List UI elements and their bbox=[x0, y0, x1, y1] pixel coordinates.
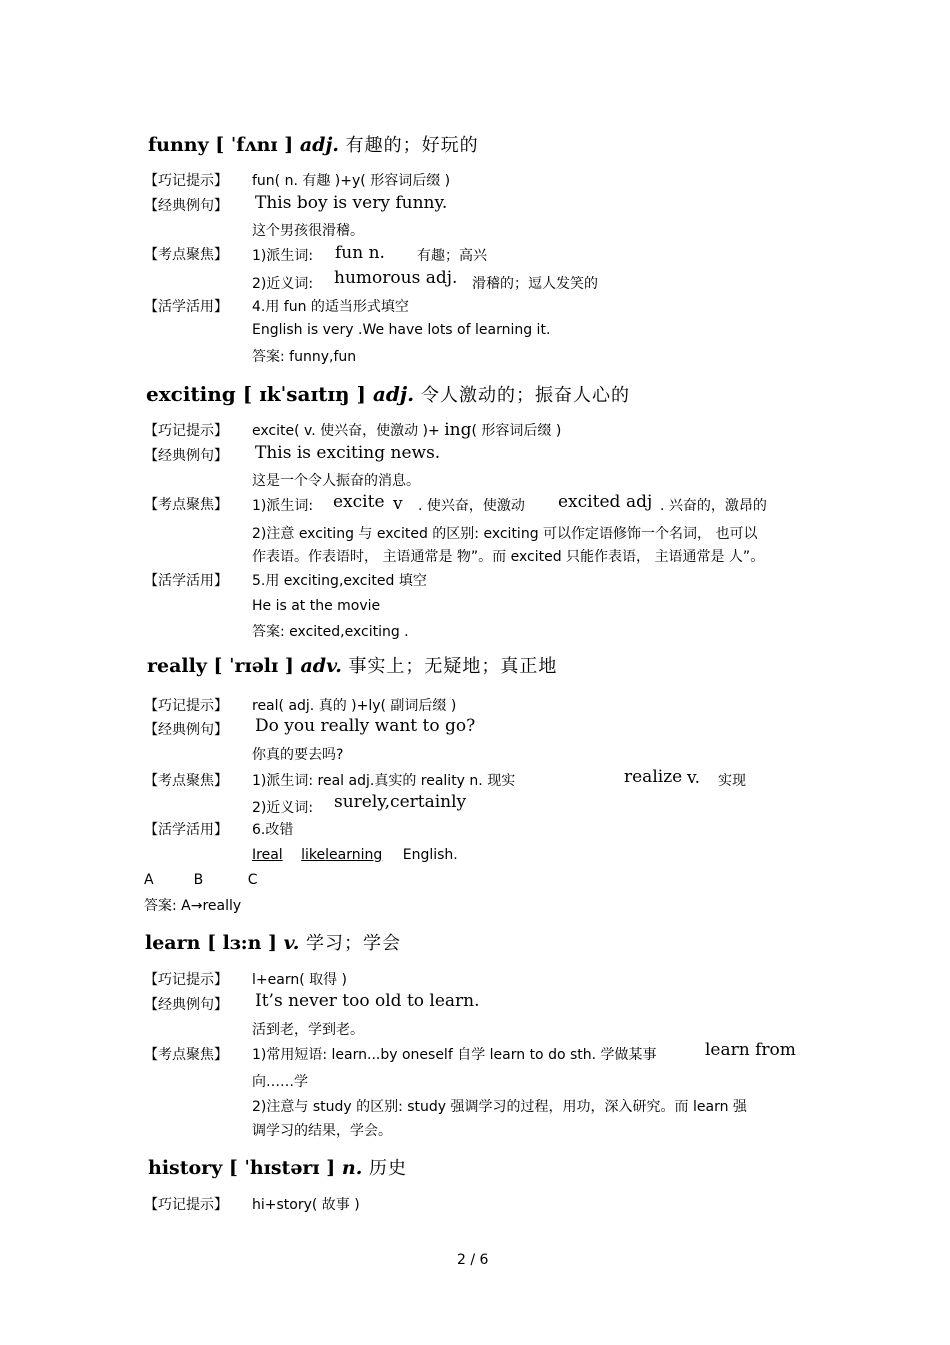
headword-funny bbox=[148, 131, 479, 157]
focus1-word: fun n. bbox=[335, 243, 385, 263]
label-example: 【经典例句】 bbox=[144, 448, 228, 464]
focus1-cont: 向……学 bbox=[252, 1074, 308, 1090]
answer: 答案: excited,exciting . bbox=[252, 624, 409, 640]
label-focus: 【考点聚焦】 bbox=[144, 773, 228, 789]
example-cn: 这是一个令人振奋的消息。 bbox=[252, 473, 420, 489]
meaning: 学习；学会 bbox=[306, 933, 402, 954]
focus2-word: humorous adj. bbox=[334, 268, 458, 288]
pronunciation: [ ˈhɪstərɪ ] bbox=[228, 1157, 336, 1179]
tip-part-a: excite( v. 使兴奋，使激动 )+ bbox=[252, 423, 440, 439]
label-practice: 【活学活用】 bbox=[144, 822, 228, 838]
label-example: 【经典例句】 bbox=[144, 997, 228, 1013]
example-cn: 你真的要去吗? bbox=[252, 747, 344, 763]
page-number: 2 / 6 bbox=[457, 1252, 489, 1268]
tip-text bbox=[252, 420, 561, 440]
headword-exciting bbox=[146, 381, 630, 407]
label-example: 【经典例句】 bbox=[144, 198, 228, 214]
example-en: Do you really want to go? bbox=[255, 716, 476, 736]
tip-text: l+earn( 取得 ) bbox=[252, 972, 348, 988]
focus1-word: learn from bbox=[705, 1040, 796, 1060]
tip-text: hi+story( 故事 ) bbox=[252, 1197, 360, 1213]
focus2-line2: 作表语。作表语时， 主语通常是 物”。而 excited 只能作表语， 主语通常是 人”。 bbox=[252, 549, 765, 565]
answer: 答案: funny,fun bbox=[252, 349, 357, 365]
focus1-meaning1: . 使兴奋，使激动 bbox=[418, 498, 525, 514]
focus1-word2: excited bbox=[558, 492, 621, 512]
tip-part-c: ( 形容词后缀 ) bbox=[471, 423, 562, 439]
focus1-pre: 1)派生词: bbox=[252, 248, 314, 264]
meaning: 有趣的；好玩的 bbox=[345, 135, 479, 156]
label-focus: 【考点聚焦】 bbox=[144, 1047, 228, 1063]
label-practice: 【活学活用】 bbox=[144, 573, 228, 589]
focus1: 1)派生词: real adj.真实的 reality n. 现实 bbox=[252, 773, 516, 789]
focus1-meaning2: . 兴奋的，激昂的 bbox=[660, 498, 767, 514]
focus1-meaning: 实现 bbox=[718, 773, 746, 789]
focus1-meaning: 有趣；高兴 bbox=[417, 248, 487, 264]
label-tip: 【巧记提示】 bbox=[144, 698, 228, 714]
headword-learn bbox=[145, 929, 401, 955]
focus1-v: v. bbox=[687, 768, 700, 788]
word: history bbox=[148, 1157, 223, 1179]
pronunciation: [ ˈrɪəlɪ ] bbox=[213, 655, 294, 677]
part-of-speech: v. bbox=[283, 932, 300, 954]
focus1-adj: adj bbox=[626, 492, 653, 512]
label-tip: 【巧记提示】 bbox=[144, 423, 228, 439]
practice-question: English is very .We have lots of learning it. bbox=[252, 322, 551, 338]
label-tip: 【巧记提示】 bbox=[144, 972, 228, 988]
part-of-speech: adj. bbox=[299, 134, 339, 156]
label-tip: 【巧记提示】 bbox=[144, 173, 228, 189]
sentence-english: English. bbox=[402, 847, 458, 863]
sentence-real: real bbox=[256, 847, 283, 863]
example-en: This boy is very funny. bbox=[255, 193, 448, 213]
focus1-word1: excite bbox=[333, 492, 385, 512]
label-tip: 【巧记提示】 bbox=[144, 1197, 228, 1213]
focus2-pre: 2)近义词: bbox=[252, 800, 314, 816]
word: funny bbox=[148, 134, 209, 156]
practice-question: He is at the movie bbox=[252, 598, 381, 614]
tip-suffix: ing bbox=[444, 420, 472, 440]
practice-question bbox=[252, 847, 458, 863]
focus2-meaning: 滑稽的；逗人发笑的 bbox=[472, 276, 598, 292]
practice-title: 5.用 exciting,excited 填空 bbox=[252, 573, 427, 589]
label-focus: 【考点聚焦】 bbox=[144, 497, 228, 513]
focus2-pre: 2)近义词: bbox=[252, 276, 314, 292]
example-en: It’s never too old to learn. bbox=[255, 991, 480, 1011]
sentence-i: I bbox=[252, 847, 257, 863]
meaning: 令人激动的；振奋人心的 bbox=[421, 385, 631, 406]
practice-title: 6.改错 bbox=[252, 822, 294, 838]
answer: 答案: A→really bbox=[144, 898, 242, 914]
part-of-speech: n. bbox=[341, 1157, 363, 1179]
headword-really bbox=[147, 652, 557, 678]
focus2-line1: 2)注意 exciting 与 excited 的区别: exciting 可以作定语修饰一个名词， 也可以 bbox=[252, 526, 758, 542]
headword-history bbox=[148, 1154, 407, 1180]
sentence-like: like bbox=[301, 847, 326, 863]
pronunciation: [ ɪkˈsaɪtɪŋ ] bbox=[242, 382, 366, 406]
example-cn: 活到老，学到老。 bbox=[252, 1022, 364, 1038]
focus2-line2: 调学习的结果，学会。 bbox=[252, 1123, 392, 1139]
focus1-v: v bbox=[393, 494, 403, 514]
meaning: 历史 bbox=[368, 1158, 407, 1179]
label-example: 【经典例句】 bbox=[144, 722, 228, 738]
part-of-speech: adv. bbox=[300, 655, 342, 677]
focus2-word: surely,certainly bbox=[334, 792, 467, 812]
word: exciting bbox=[146, 382, 236, 406]
focus2-line1: 2)注意与 study 的区别: study 强调学习的过程，用功，深入研究。而 learn 强 bbox=[252, 1099, 747, 1115]
pronunciation: [ lɜ:n ] bbox=[207, 932, 278, 954]
word: learn bbox=[145, 932, 201, 954]
meaning: 事实上；无疑地；真正地 bbox=[348, 656, 558, 677]
focus1-pre: 1)派生词: bbox=[252, 498, 314, 514]
practice-title: 4.用 fun 的适当形式填空 bbox=[252, 299, 409, 315]
sentence-learning: learning bbox=[325, 847, 383, 863]
part-of-speech: adj. bbox=[372, 382, 415, 406]
pronunciation: [ ˈfʌnɪ ] bbox=[215, 134, 294, 156]
focus1-word: realize bbox=[624, 767, 683, 787]
tip-text: fun( n. 有趣 )+y( 形容词后缀 ) bbox=[252, 173, 451, 189]
focus1: 1)常用短语: learn...by oneself 自学 learn to do sth. 学做某事 bbox=[252, 1047, 657, 1063]
example-cn: 这个男孩很滑稽。 bbox=[252, 223, 364, 239]
label-practice: 【活学活用】 bbox=[144, 299, 228, 315]
word: really bbox=[147, 655, 207, 677]
tip-text: real( adj. 真的 )+ly( 副词后缀 ) bbox=[252, 698, 457, 714]
label-focus: 【考点聚焦】 bbox=[144, 247, 228, 263]
options: A B C bbox=[144, 872, 258, 888]
example-en: This is exciting news. bbox=[255, 443, 441, 463]
